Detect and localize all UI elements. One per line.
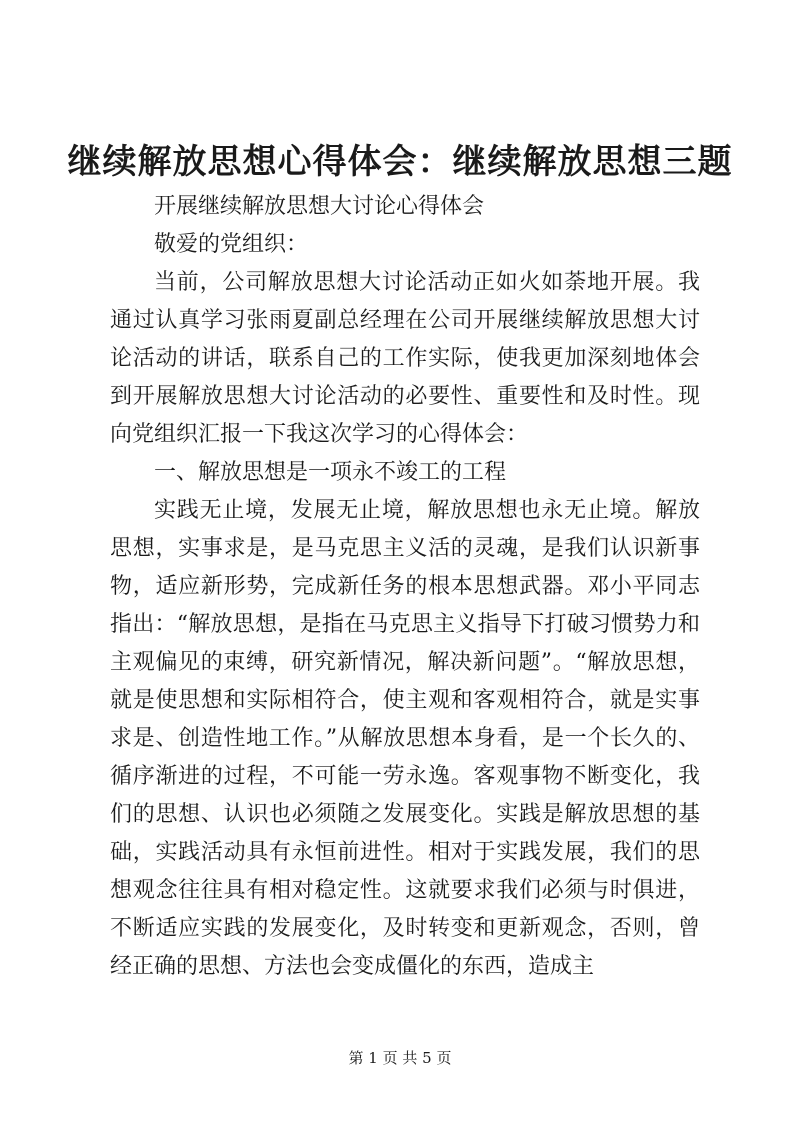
- body-paragraph: 实践无止境，发展无止境，解放思想也永无止境。解放思想，实事求是，是马克思主义活的灵魂，是我们认识新事物，适应新形势，完成新任务的根本思想武器。邓小平同志指出：“解放思想，是指在马克思主义指导下打破习惯势力和主观偏见的束缚，研究新情况，解决新问题”。“解放思想，就是使思想和实际相符合，使主观和客观相符合，就是实事求是、创造性地工作。”从解放思想本身看，是一个长久的、循序渐进的过程，不可能一劳永逸。客观事物不断变化，我们的思想、认识也必须随之发展变化。实践是解放思想的基础，实践活动具有永恒前进性。相对于实践发展，我们的思想观念往往具有相对稳定性。这就要求我们必须与时俱进，不断适应实践的发展变化，及时转变和更新观念，否则，曾经正确的思想、方法也会变成僵化的东西，造成主: [110, 498, 700, 979]
- intro-paragraph: 当前，公司解放思想大讨论活动正如火如荼地开展。我通过认真学习张雨夏副总经理在公司开展继续解放思想大讨论活动的讲话，联系自己的工作实际，使我更加深刻地体会到开展解放思想大讨论活动的必要性、重要性和及时性。现向党组织汇报一下我这次学习的心得体会：: [110, 270, 700, 447]
- page-number-footer: 第 1 页 共 5 页: [348, 1049, 452, 1067]
- document-title: 继续解放思想心得体会：继续解放思想三题: [67, 142, 733, 182]
- section-heading: 一、解放思想是一项永不竣工的工程: [154, 460, 507, 485]
- salutation-paragraph: 敬爱的党组织：: [154, 232, 309, 257]
- document-body: [110, 188, 700, 986]
- subtitle-paragraph: 开展继续解放思想大讨论心得体会: [154, 194, 485, 219]
